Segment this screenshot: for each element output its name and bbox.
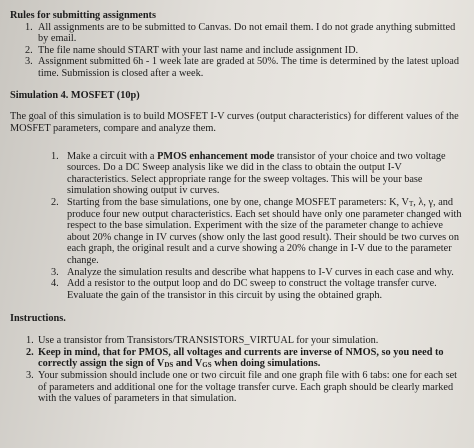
instructions-item-number: 2. — [26, 346, 34, 358]
instructions-item-text-pre: Keep in mind, that for PMOS, all voltages and currents are inverse of NMOS, so you need to correctly assign the sign of V — [38, 346, 444, 370]
simulation-item-text: Add a resistor to the output loop and do DC sweep to construct the voltage transfer curve. Evaluate the gain of the transistor in this circuit by using the obtained graph. — [67, 278, 437, 301]
instructions-item-number: 3. — [26, 370, 34, 382]
simulation-item-text-pre: Starting from the base simulations, one by one, change MOSFET parameters: K, V — [67, 197, 409, 209]
simulation-intro: The goal of this simulation is to build MOSFET I-V curves (output characteristics) for different values of the MOSFET parameters, compare and analyze them. — [10, 111, 459, 135]
simulation-item-text: Analyze the simulation results and describe what happens to I-V curves in each case and why. — [67, 266, 454, 278]
instructions-item — [10, 347, 464, 370]
instructions-item — [10, 335, 464, 347]
instructions-item-text-mid: and V — [173, 358, 203, 370]
rules-item — [10, 56, 464, 79]
simulation-item — [10, 197, 464, 267]
simulation-item-bold: PMOS enhancement mode — [157, 150, 275, 162]
simulation-item-number: 1. — [51, 150, 59, 162]
rules-item-text: Assignment submitted 6h - 1 week late are graded at 50%. The time is determined by the latest upload time. Submission is closed after a week. — [38, 56, 460, 79]
rules-title: Rules for submitting assignments — [10, 10, 156, 21]
rules-list — [10, 22, 464, 80]
instructions-section — [10, 313, 464, 404]
instructions-item — [10, 370, 464, 405]
rules-item-number: 2. — [25, 44, 33, 56]
instructions-item-number: 1. — [26, 335, 34, 347]
subscript-t: T — [408, 200, 414, 209]
rules-section — [10, 10, 464, 80]
rules-item — [10, 45, 464, 57]
instructions-item-text-post: when doing simulations. — [211, 358, 321, 370]
simulation-item-text-post: , λ, γ, and produce four new output characteristics. Each set should have only one parameter changed with respect to the base simulation. Experiment with the size of the parameter change to achieve about 20% change in IV curves (show only the last good result). Their should be two curves on each graph, the original result and a curve showing a 20% change in I-V due to the parameter change. — [67, 197, 462, 266]
instructions-list — [10, 335, 464, 405]
simulation-list — [10, 151, 464, 302]
simulation-title: Simulation 4. MOSFET (10p) — [10, 89, 140, 101]
simulation-item — [10, 151, 464, 197]
rules-item-text: The file name should START with your last name and include assignment ID. — [38, 44, 359, 56]
simulation-item-number: 3. — [51, 266, 59, 278]
rules-item-number: 1. — [25, 21, 33, 33]
simulation-item — [10, 278, 464, 301]
rules-item-number: 3. — [25, 56, 33, 68]
rules-item — [10, 22, 464, 45]
instructions-item-text: Use a transistor from Transistors/TRANSISTORS_VIRTUAL for your simulation. — [38, 335, 379, 347]
instructions-item-text: Your submission should include one or two circuit file and one graph file with 6 tabs: one for each set of parameters and additional one for the voltage transfer curve. Each graph should be clearly marked with the values of parameters in that simulation. — [38, 370, 458, 405]
simulation-item-text-pre: Make a circuit with a — [67, 150, 158, 162]
instructions-title: Instructions. — [10, 313, 66, 325]
simulation-item-number: 4. — [51, 278, 59, 290]
subscript-ds: DS — [164, 361, 174, 370]
subscript-gs: GS — [202, 361, 212, 370]
simulation-item-text-post: transistor of your choice and two voltage sources. Do a DC Sweep analysis like we did in the class to obtain the output I-V characteristics. Select appropriate range for the sweep voltages. This will be your base simulation showing output iv curves. — [67, 150, 446, 197]
simulation-section — [10, 90, 464, 302]
simulation-item — [10, 267, 464, 279]
simulation-item-number: 2. — [51, 197, 59, 209]
rules-item-text: All assignments are to be submitted to Canvas. Do not email them. I do not grade anything submitted by email. — [38, 21, 456, 45]
